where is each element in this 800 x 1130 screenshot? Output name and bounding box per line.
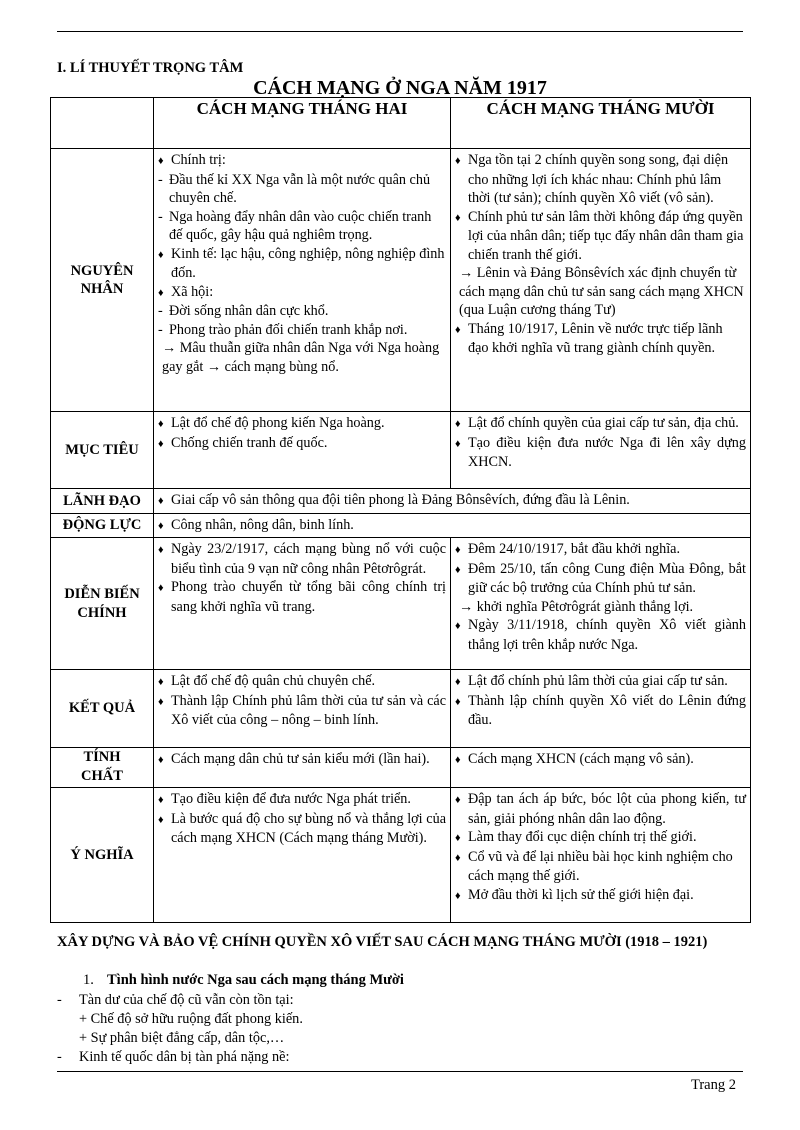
main-title: CÁCH MẠNG Ở NGA NĂM 1917 <box>253 77 547 99</box>
list-item: → khởi nghĩa Pêtơrôgrát giành thắng lợi. <box>459 598 694 615</box>
row-label-nature: TÍNH CHẤT <box>51 748 154 788</box>
list-item: → Mâu thuẫn giữa nhân dân Nga với Nga hoàng gay gắt → cách mạng bùng nổ. <box>162 340 440 375</box>
item-title: Tình hình nước Nga sau cách mạng tháng Mười <box>107 972 404 988</box>
list-item: ♦ Công nhân, nông dân, binh lính. <box>158 516 746 536</box>
list-item: ♦ Giai cấp vô sản thông qua đội tiên phong là Đảng Bônsêvích, đứng đầu là Lênin. <box>158 491 746 511</box>
events-february <box>154 538 451 670</box>
list-item: ♦ Xã hội: <box>158 283 446 303</box>
list-item: ♦ Làm thay đổi cục diện chính trị thế giới. <box>455 828 746 848</box>
forces-text <box>154 513 751 538</box>
list-item: ♦ Cách mạng dân chủ tư sản kiểu mới (lần hai). <box>158 750 446 770</box>
page-number: Trang 2 <box>691 1077 736 1093</box>
list-item: ♦ Ngày 3/11/1918, chính quyền Xô viết giành thắng lợi trên khắp nước Nga. <box>455 616 746 654</box>
list-item: ♦ Nga tồn tại 2 chính quyền song song, đại diện cho những lợi ích khác nhau: Chính phủ lâm thời (tư sản); chính quyền Xô viết (vô sản). <box>455 151 746 208</box>
list-item: ♦ Phong trào chuyển từ tổng bãi công chính trị sang khởi nghĩa vũ trang. <box>158 578 446 616</box>
subsection-title: XÂY DỰNG VÀ BẢO VỆ CHÍNH QUYỀN XÔ VIẾT SAU CÁCH MẠNG THÁNG MƯỜI (1918 – 1921) <box>57 934 708 950</box>
significance-february <box>154 788 451 923</box>
list-item: ♦ Lật đổ chính phủ lâm thời của giai cấp tư sản. <box>455 672 746 692</box>
row-label-causes: NGUYÊN NHÂN <box>51 149 154 412</box>
row-label-results: KẾT QUẢ <box>51 670 154 748</box>
list-item: + Sự phân biệt đẳng cấp, dân tộc,… <box>79 1030 285 1046</box>
row-label-forces: ĐỘNG LỰC <box>51 513 154 538</box>
list-item: ♦ Thành lập Chính phủ lâm thời của tư sản và các Xô viết của công – nông – binh lính. <box>158 692 446 730</box>
row-forces <box>51 513 751 538</box>
list-item: ♦ Lật đổ chế độ phong kiến Nga hoàng. <box>158 414 446 434</box>
header-row <box>51 98 751 149</box>
list-item: → Lênin và Đảng Bônsêvích xác định chuyển từ cách mạng dân chủ tư sản sang cách mạng XHCN (qua Luận cương tháng Tư) <box>459 265 744 318</box>
list-item: ♦ Kinh tế: lạc hậu, công nghiệp, nông nghiệp đình đốn. <box>158 245 446 283</box>
nature-february <box>154 748 451 788</box>
list-item: ♦ Cách mạng XHCN (cách mạng vô sản). <box>455 750 746 770</box>
row-events <box>51 538 751 670</box>
list-item: - Đời sống nhân dân cực khổ. <box>158 302 446 321</box>
list-item: ♦ Lật đổ chính quyền của giai cấp tư sản, địa chủ. <box>455 414 746 434</box>
numbered-heading <box>83 972 404 989</box>
list-item: ♦ Chính trị: <box>158 151 446 171</box>
list-item: ♦ Đêm 25/10, tấn công Cung điện Mùa Đông, bắt giữ các bộ trưởng của Chính phủ tư sản. <box>455 560 746 598</box>
section-heading: I. LÍ THUYẾT TRỌNG TÂM <box>57 60 244 76</box>
comparison-table <box>50 97 751 923</box>
row-label-significance: Ý NGHĨA <box>51 788 154 923</box>
causes-february <box>154 149 451 412</box>
list-item: ♦ Chính phủ tư sản lâm thời không đáp ứng quyền lợi của nhân dân; tiếp tục đẩy nhân dân tham gia chiến tranh thế giới. <box>455 208 746 265</box>
causes-october <box>451 149 751 412</box>
list-item: ♦ Ngày 23/2/1917, cách mạng bùng nổ với cuộc biểu tình của 9 vạn nữ công nhân Pêtơrôgrát. <box>158 540 446 578</box>
col-header-february: CÁCH MẠNG THÁNG HAI <box>154 98 451 149</box>
list-item: ♦ Mở đầu thời kì lịch sử thế giới hiện đại. <box>455 886 746 906</box>
list-item: ♦ Thành lập chính quyền Xô viết do Lênin đứng đầu. <box>455 692 746 730</box>
row-results <box>51 670 751 748</box>
list-item: ♦ Cổ vũ và để lại nhiều bài học kinh nghiệm cho cách mạng thế giới. <box>455 848 746 886</box>
row-label-leadership: LÃNH ĐẠO <box>51 489 154 514</box>
results-october <box>451 670 751 748</box>
col-header-october: CÁCH MẠNG THÁNG MƯỜI <box>451 98 751 149</box>
events-october <box>451 538 751 670</box>
significance-october <box>451 788 751 923</box>
list-item: ♦ Là bước quá độ cho sự bùng nổ và thắng lợi của cách mạng XHCN (Cách mạng tháng Mười). <box>158 810 446 848</box>
goals-october <box>451 412 751 489</box>
list-item: + Chế độ sở hữu ruộng đất phong kiến. <box>79 1011 303 1027</box>
list-item: ♦ Lật đổ chế độ quân chủ chuyên chế. <box>158 672 446 692</box>
row-causes <box>51 149 751 412</box>
list-item: - Kinh tế quốc dân bị tàn phá nặng nề: <box>57 1049 290 1065</box>
list-item: ♦ Đêm 24/10/1917, bắt đầu khởi nghĩa. <box>455 540 746 560</box>
list-item: ♦ Tạo điều kiện để đưa nước Nga phát triển. <box>158 790 446 810</box>
list-item: ♦ Chống chiến tranh đế quốc. <box>158 434 446 454</box>
list-item: - Phong trào phản đối chiến tranh khắp nơi. <box>158 321 446 340</box>
list-item: - Đầu thế kỉ XX Nga vẫn là một nước quân chủ chuyên chế. <box>158 171 446 208</box>
corner-cell <box>51 98 154 149</box>
list-item: ♦ Tháng 10/1917, Lênin về nước trực tiếp lãnh đạo khởi nghĩa vũ trang giành chính quyền. <box>455 320 746 358</box>
row-label-goals: MỤC TIÊU <box>51 412 154 489</box>
nature-october <box>451 748 751 788</box>
leadership-text <box>154 489 751 514</box>
footer-rule <box>57 1071 743 1072</box>
item-number: 1. <box>83 972 94 988</box>
row-nature <box>51 748 751 788</box>
row-leadership <box>51 489 751 514</box>
list-item: - Tàn dư của chế độ cũ vẫn còn tồn tại: <box>57 992 294 1008</box>
results-february <box>154 670 451 748</box>
list-item: ♦ Đập tan ách áp bức, bóc lột của phong kiến, tư sản, giải phóng nhân dân lao động. <box>455 790 746 828</box>
row-significance <box>51 788 751 923</box>
list-item: ♦ Tạo điều kiện đưa nước Nga đi lên xây dựng XHCN. <box>455 434 746 472</box>
goals-february <box>154 412 451 489</box>
row-goals <box>51 412 751 489</box>
row-label-events: DIỄN BIẾN CHÍNH <box>51 538 154 670</box>
list-item: - Nga hoàng đẩy nhân dân vào cuộc chiến tranh đế quốc, gây hậu quả nghiêm trọng. <box>158 208 446 245</box>
header-rule <box>57 31 743 32</box>
